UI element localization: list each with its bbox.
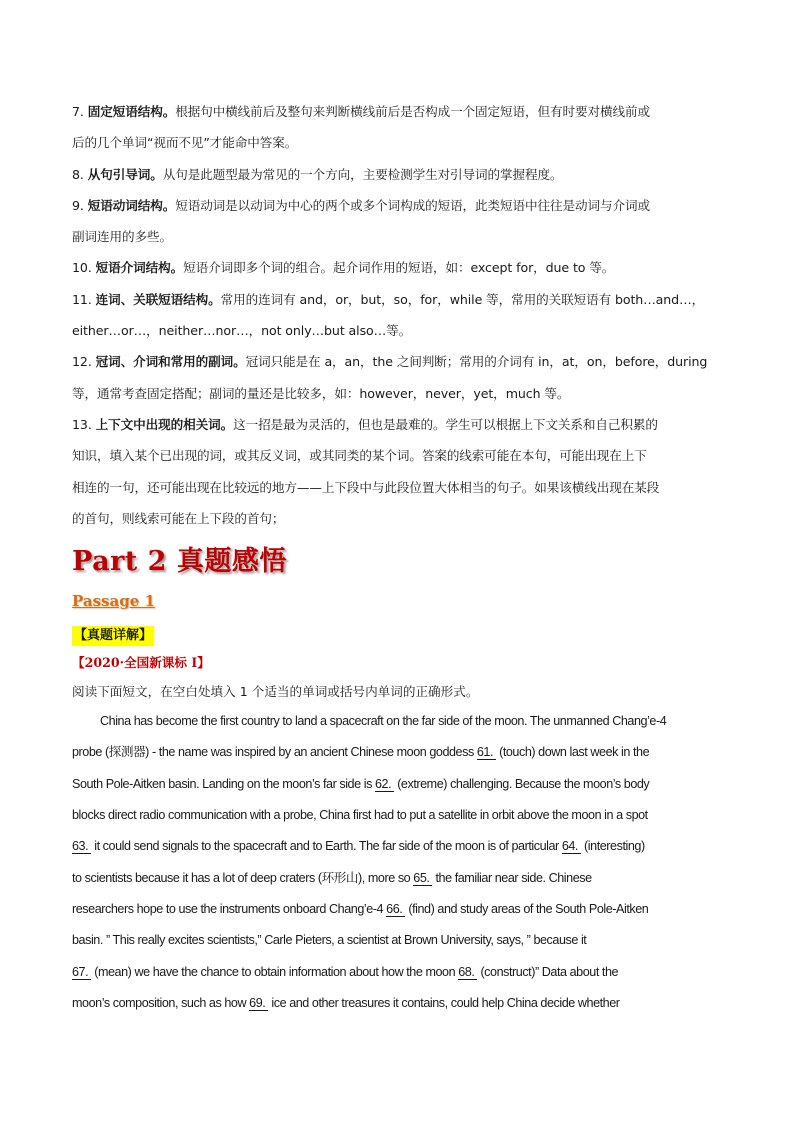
passage-line: blocks direct radio communication with a probe, China first had to put a satellite in orbit above the moon in a spot <box>72 808 648 823</box>
tip-7-cont: 后的几个单词“视而不见”才能命中答案。 <box>72 135 298 151</box>
blank-68: 68. <box>458 965 477 980</box>
tip-13: 13. 上下文中出现的相关词。这一招是最为灵活的，但也是最难的。学生可以根据上下文关系和自己积累的 <box>72 416 658 432</box>
tip-9: 9. 短语动词结构。短语动词是以动词为中心的两个或多个词构成的短语，此类短语中往往是动词与介词或 <box>72 197 650 213</box>
tip-13-cont: 相连的一句，还可能出现在比较远的地方——上下段中与此段位置大体相当的句子。如果该横线出现在某段 <box>72 479 660 495</box>
tip-10: 10. 短语介词结构。短语介词即多个词的组合。起介词作用的短语，如：except for，due to 等。 <box>72 260 615 276</box>
passage-line: South Pole-Aitken basin. Landing on the moon’s far side is 62. (extreme) challenging. Because the moon’s body <box>72 776 650 791</box>
tip-13-cont: 知识，填入某个已出现的词，或其反义词，或其同类的某个词。答案的线索可能在本句，可能出现在上下 <box>72 448 647 464</box>
passage-line: basin. ” This really excites scientists,” Carle Pieters, a scientist at Brown University, says, ” because it <box>72 933 587 948</box>
blank-65: 65. <box>413 871 432 886</box>
tip-title: 固定短语结构。 <box>87 104 176 119</box>
passage-line: moon’s composition, such as how 69. ice and other treasures it contains, could help China decide whether <box>72 995 620 1010</box>
tip-7: 7. 固定短语结构。根据句中横线前后及整句来判断横线前后是否构成一个固定短语，但有时要对横线前或 <box>72 104 650 119</box>
passage-heading: Passage 1 <box>72 592 155 611</box>
tip-title: 上下文中出现的相关词。 <box>95 416 234 432</box>
blank-63: 63. <box>72 839 91 854</box>
tip-title: 连词、关联短语结构。 <box>95 291 221 307</box>
tip-title: 短语动词结构。 <box>87 197 176 213</box>
tips-list <box>72 96 732 534</box>
tip-9-cont: 副词连用的多些。 <box>72 229 172 245</box>
blank-64: 64. <box>562 839 581 854</box>
passage-line: probe (探测器) - the name was inspired by an ancient Chinese moon goddess 61. (touch) down last week in the <box>72 745 650 760</box>
blank-62: 62. <box>375 777 394 792</box>
tip-title: 短语介词结构。 <box>95 260 184 276</box>
blank-67: 67. <box>72 965 91 980</box>
tip-11: 11. 连词、关联短语结构。常用的连词有 and，or，but，so，for，while 等，常用的关联短语有 both…and…， <box>72 291 705 307</box>
part-heading: Part 2 真题感悟 <box>72 546 287 578</box>
instruction: 阅读下面短文，在空白处填入 1 个适当的单词或括号内单词的正确形式。 <box>72 684 479 700</box>
passage-line: China has become the first country to land a spacecraft on the far side of the moon. The unmanned Chang’e-4 <box>100 714 667 729</box>
blank-66: 66. <box>386 902 405 917</box>
passage-line: 63. it could send signals to the spacecraft and to Earth. The far side of the moon is of particular 64. (interesting) <box>72 839 645 854</box>
passage-line: researchers hope to use the instruments onboard Chang’e-4 66. (find) and study areas of the South Pole-Aitken <box>72 901 649 916</box>
passage-line: to scientists because it has a lot of deep craters (环形山), more so 65. the familiar near side. Chinese <box>72 870 592 885</box>
tip-11-cont: either…or…，neither…nor…，not only…but also…等。 <box>72 323 412 339</box>
tip-title: 从句引导词。 <box>87 166 163 182</box>
tip-12: 12. 冠词、介词和常用的副词。冠词只能是在 a，an，the 之间判断；常用的介词有 in，at，on，before，during <box>72 354 708 370</box>
tip-13-cont: 的首句，则线索可能在上下段的首句； <box>72 510 285 526</box>
blank-69: 69. <box>249 996 268 1011</box>
tip-8: 8. 从句引导词。从句是此题型最为常见的一个方向，主要检测学生对引导词的掌握程度。 <box>72 166 563 182</box>
tip-title: 冠词、介词和常用的副词。 <box>95 354 246 370</box>
passage-line: 67. (mean) we have the chance to obtain information about how the moon 68. (construct)” Data about the <box>72 964 619 979</box>
exam-source: 【2020·全国新课标 I】 <box>72 655 210 671</box>
passage-text <box>72 706 732 1019</box>
document-page <box>72 96 732 1019</box>
blank-61: 61. <box>477 745 496 760</box>
highlight-tag: 【真题详解】 <box>72 626 154 646</box>
tip-12-cont: 等，通常考查固定搭配；副词的量还是比较多，如：however，never，yet，much 等。 <box>72 385 570 401</box>
